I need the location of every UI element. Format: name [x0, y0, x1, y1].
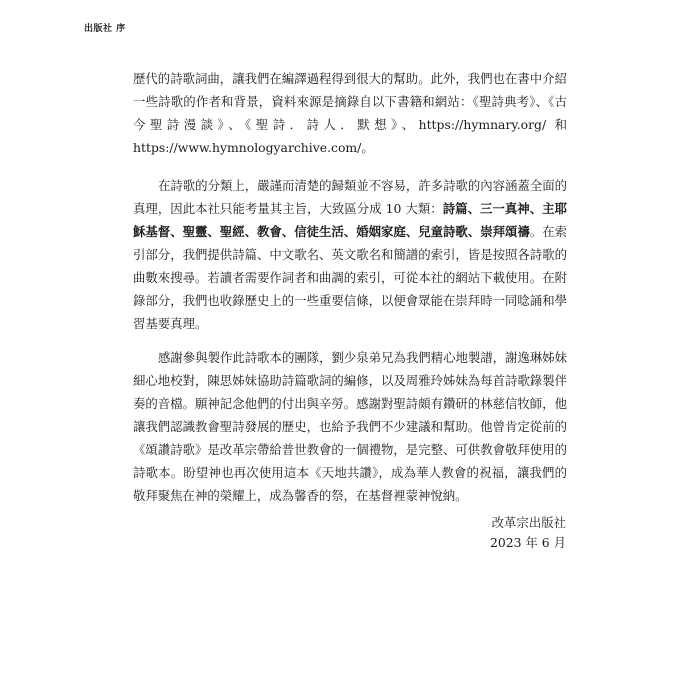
publisher-name: 改革宗出版社 — [491, 515, 566, 530]
classification-intro: 在詩歌的分類上，嚴謹而清楚的歸類並不容易，許多詩歌的內容涵蓋全面的真理，因此本社只能考量其主旨，大致區分成 10 大類： — [133, 178, 567, 216]
classification-rest: 。在索引部分，我們提供詩篇、中文歌名、英文歌名和簡譜的索引，皆是按照各詩歌的曲數來搜尋。若讀者需要作詞者和曲調的索引，可從本社的網站下載使用。在附錄部分，我們也收錄歷史上的一些重要信條，以便會眾能在崇拜時一同唸誦和學習基要真理。 — [133, 224, 568, 331]
running-header: 出版社 序 — [84, 24, 126, 34]
publication-date: 2023 年 6 月 — [489, 535, 566, 550]
signature-block — [490, 513, 566, 553]
category-list: 詩篇、三一真神、主耶穌基督、聖靈、聖經、教會、信徒生活、婚姻家庭、兒童詩歌、崇拜頌禱 — [133, 201, 567, 239]
preface-body — [133, 67, 567, 518]
paragraph-classification — [133, 174, 567, 335]
paragraph-acknowledgements: 感謝參與製作此詩歌本的團隊，劉少泉弟兄為我們精心地製譜，謝逸琳姊妹細心地校對，陳思姊妹協助詩篇歌詞的編修，以及周雅玲姊妹為每首詩歌錄製伴奏的音檔。願神記念他們的付出與辛勞。感謝對聖詩頗有鑽研的林慈信牧師，他讓我們認識教會聖詩發展的歷史，也給予我們不少建議和幫助。他曾肯定從前的《頌讚詩歌》是改革宗帶給普世教會的一個禮物，是完整、可供教會敬拜使用的詩歌本。盼望神也再次使用這本《天地共讚》，成為華人教會的祝福，讓我們的敬拜聚焦在神的榮耀上，成為馨香的祭，在基督裡蒙神悅納。 — [133, 350, 567, 503]
paragraph-sources: 歷代的詩歌詞曲，讓我們在編譯過程得到很大的幫助。此外，我們也在書中介紹一些詩歌的作者和背景，資料來源是摘錄自以下書籍和網站：《聖詩典考》、《古今聖詩漫談》、《聖詩．詩人．默想》、https://hymnary.org/ 和 https://www.hymnologyarchive.com/。 — [133, 71, 567, 155]
